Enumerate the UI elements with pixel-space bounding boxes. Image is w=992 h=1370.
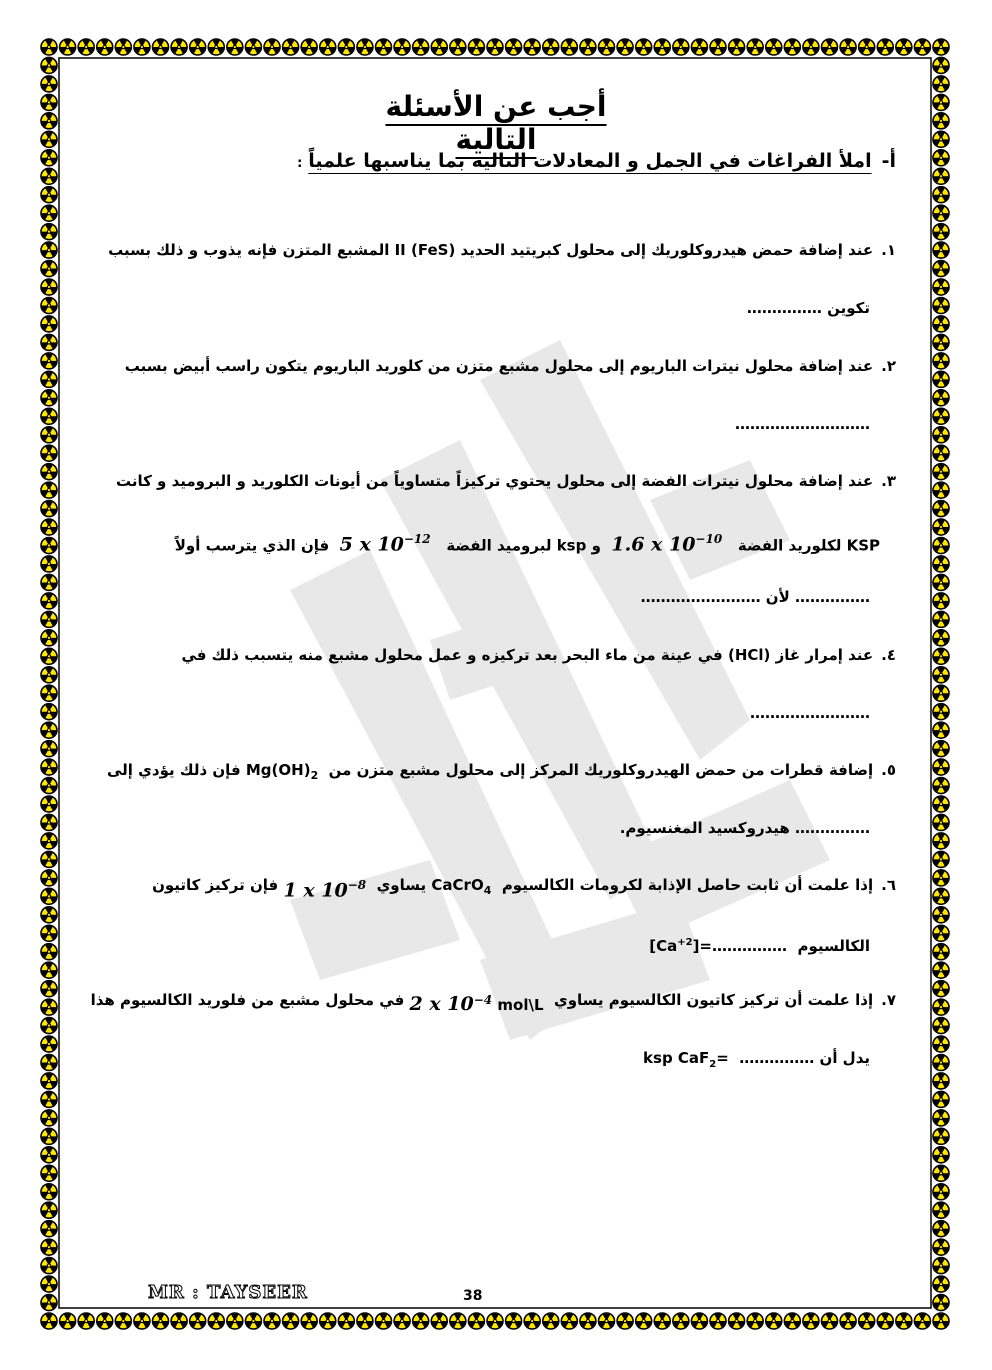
radiation-icon <box>357 39 374 55</box>
radiation-icon <box>412 1313 429 1329</box>
radiation-icon <box>840 39 857 55</box>
radiation-icon <box>115 1313 132 1329</box>
radiation-icon <box>41 408 58 424</box>
radiation-icon <box>41 187 58 203</box>
radiation-icon <box>41 630 58 646</box>
radiation-icon <box>598 39 615 55</box>
radiation-icon <box>933 611 950 627</box>
radiation-icon <box>933 1184 950 1200</box>
radiation-icon <box>598 1313 615 1329</box>
radiation-icon <box>78 39 95 55</box>
radiation-icon <box>431 39 448 55</box>
radiation-icon <box>933 667 950 683</box>
radiation-icon <box>41 464 58 480</box>
radiation-icon <box>933 297 950 313</box>
answer-blank: تكوين …………… <box>746 299 870 317</box>
teacher-signature: MR : TAYSEER <box>148 1282 308 1303</box>
radiation-icon <box>821 39 838 55</box>
ksp-value: 1 x $10^{-8}$ <box>283 878 367 902</box>
radiation-icon <box>41 667 58 683</box>
radiation-icon <box>933 519 950 535</box>
radiation-icon <box>41 1110 58 1126</box>
radiation-icon <box>96 1313 113 1329</box>
question-text: عند إضافة حمض هيدروكلوريك إلى محلول كبريتيد الحديد II (FeS) المشبع المتزن فإنه يذوب و ذلك بسبب <box>108 241 874 259</box>
concentration-expression: $[Ca^{+2}]=\dots\dots\dots\dots\dots$ <box>649 937 787 955</box>
radiation-icon <box>933 408 950 424</box>
radiation-icon <box>933 1110 950 1126</box>
answer-blank: ……………………… <box>735 415 870 433</box>
radiation-icon <box>375 1313 392 1329</box>
radiation-icon <box>96 39 113 55</box>
question-text: إضافة قطرات من حمض الهيدروكلوريك المركز إلى محلول مشبع متزن من <box>328 761 874 779</box>
radiation-icon <box>580 1313 597 1329</box>
radiation-icon <box>933 722 950 738</box>
radiation-icon <box>933 261 950 277</box>
radiation-icon <box>933 1128 950 1144</box>
radiation-icon <box>41 1073 58 1089</box>
ksp-value: 1.6 x $10^{-10}$ <box>611 532 723 556</box>
radiation-icon <box>933 1073 950 1089</box>
radiation-icon <box>654 39 671 55</box>
radiation-icon <box>41 519 58 535</box>
radiation-icon <box>728 1313 745 1329</box>
radiation-icon <box>41 611 58 627</box>
radiation-icon <box>933 556 950 572</box>
radiation-icon <box>245 1313 262 1329</box>
radiation-icon <box>41 778 58 794</box>
radiation-icon <box>78 1313 95 1329</box>
answer-blank <box>649 931 870 958</box>
radiation-icon <box>691 39 708 55</box>
radiation-icon <box>933 962 950 978</box>
text-fragment: فإن تركيز كاتيون <box>152 876 279 894</box>
radiation-icon <box>468 39 485 55</box>
radiation-icon <box>933 778 950 794</box>
radiation-icon <box>41 353 58 369</box>
question-3 <box>70 469 896 606</box>
text-fragment: الكالسيوم <box>797 937 870 955</box>
radiation-icon <box>821 1313 838 1329</box>
radiation-icon <box>357 1313 374 1329</box>
radiation-icon <box>524 1313 541 1329</box>
text-fragment: فإن الذي يترسب أولاً <box>174 536 330 555</box>
radiation-icon <box>338 39 355 55</box>
section-letter: أ- <box>881 150 896 172</box>
radiation-icon <box>933 1147 950 1163</box>
radiation-icon <box>41 261 58 277</box>
radiation-icon <box>933 593 950 609</box>
radiation-icon <box>59 1313 76 1329</box>
radiation-icon <box>561 1313 578 1329</box>
radiation-icon <box>41 1184 58 1200</box>
radiation-icon <box>171 1313 188 1329</box>
radiation-icon <box>933 1276 950 1292</box>
radiation-icon <box>41 722 58 738</box>
radiation-icon <box>301 1313 318 1329</box>
radiation-icon <box>41 1221 58 1237</box>
chemical-formula: $Mg(OH)_2$ <box>245 761 319 782</box>
radiation-icon <box>933 242 950 258</box>
radiation-icon <box>41 1295 58 1311</box>
radiation-icon <box>319 1313 336 1329</box>
question-number: ٧. <box>881 991 896 1009</box>
radiation-icon <box>933 704 950 720</box>
radiation-icon <box>933 870 950 886</box>
radiation-icon <box>41 833 58 849</box>
radiation-icon <box>840 1313 857 1329</box>
radiation-icon <box>933 907 950 923</box>
radiation-icon <box>487 39 504 55</box>
radiation-icon <box>41 704 58 720</box>
radiation-icon <box>933 741 950 757</box>
radiation-icon <box>41 1276 58 1292</box>
radiation-icon <box>41 57 58 73</box>
radiation-icon <box>41 445 58 461</box>
radiation-icon <box>673 39 690 55</box>
radiation-icon <box>933 445 950 461</box>
radiation-icon <box>41 334 58 350</box>
radiation-icon <box>933 648 950 664</box>
radiation-icon <box>933 685 950 701</box>
radiation-icon <box>765 1313 782 1329</box>
radiation-icon <box>933 427 950 443</box>
radiation-icon <box>134 39 151 55</box>
question-5 <box>70 758 896 837</box>
radiation-icon <box>394 39 411 55</box>
radiation-icon <box>877 1313 894 1329</box>
radiation-icon <box>41 1036 58 1052</box>
text-fragment: يدل أن …………… <box>739 1049 870 1067</box>
text-fragment: يساوي <box>376 876 427 894</box>
question-text: إذا علمت أن تركيز كاتيون الكالسيوم يساوي <box>553 991 874 1009</box>
radiation-icon <box>41 1147 58 1163</box>
radiation-icon <box>152 39 169 55</box>
radiation-icon <box>896 39 913 55</box>
radiation-icon <box>728 39 745 55</box>
radiation-icon <box>933 57 950 73</box>
radiation-icon <box>710 39 727 55</box>
radiation-icon <box>41 925 58 941</box>
radiation-icon <box>747 1313 764 1329</box>
radiation-icon <box>617 39 634 55</box>
worksheet-page <box>70 80 896 1290</box>
radiation-icon <box>933 1295 950 1311</box>
radiation-icon <box>394 1313 411 1329</box>
radiation-icon <box>264 1313 281 1329</box>
radiation-icon <box>654 1313 671 1329</box>
radiation-icon <box>933 482 950 498</box>
radiation-icon <box>41 316 58 332</box>
radiation-icon <box>41 1202 58 1218</box>
radiation-icon <box>41 814 58 830</box>
radiation-icon <box>450 1313 467 1329</box>
text-fragment: و ksp لبروميد الفضة <box>446 536 601 555</box>
radiation-icon <box>747 39 764 55</box>
radiation-icon <box>710 1313 727 1329</box>
question-text: عند إضافة محلول نيترات الفضة إلى محلول يحتوي تركيزاً متساوياً من أيونات الكلوريد و البروميد و كانت <box>115 472 874 490</box>
radiation-icon <box>561 39 578 55</box>
question-6 <box>70 873 896 955</box>
page-title: أجب عن الأسئلة التالية <box>385 90 607 156</box>
radiation-icon <box>933 168 950 184</box>
page-number: 38 <box>463 1288 483 1304</box>
radiation-icon <box>338 1313 355 1329</box>
radiation-icon <box>41 94 58 110</box>
radiation-icon <box>41 1239 58 1255</box>
question-1 <box>70 238 896 317</box>
radiation-icon <box>41 1091 58 1107</box>
radiation-icon <box>227 39 244 55</box>
radiation-icon <box>933 464 950 480</box>
radiation-icon <box>933 1221 950 1237</box>
radiation-icon <box>41 593 58 609</box>
section-instruction: املأ الفراغات في الجمل و المعادلات التالية بما يناسبها علمياً <box>308 150 872 172</box>
radiation-icon <box>933 1091 950 1107</box>
radiation-icon <box>189 1313 206 1329</box>
radiation-icon <box>450 39 467 55</box>
radiation-icon <box>933 224 950 240</box>
radiation-icon <box>933 999 950 1015</box>
radiation-icon <box>41 944 58 960</box>
radiation-icon <box>933 1055 950 1071</box>
radiation-icon <box>41 501 58 517</box>
radiation-icon <box>933 334 950 350</box>
radiation-icon <box>41 556 58 572</box>
radiation-icon <box>41 888 58 904</box>
radiation-icon <box>41 648 58 664</box>
radiation-icon <box>933 888 950 904</box>
question-text: عند إمرار غاز (HCl) في عينة من ماء البحر بعد تركيزه و عمل محلول مشبع منه يتسبب ذلك في <box>181 646 874 664</box>
radiation-icon <box>933 1239 950 1255</box>
radiation-icon <box>933 1202 950 1218</box>
radiation-icon <box>933 76 950 92</box>
radiation-icon <box>933 131 950 147</box>
radiation-icon <box>933 759 950 775</box>
radiation-icon <box>41 390 58 406</box>
radiation-icon <box>208 39 225 55</box>
radiation-icon <box>933 574 950 590</box>
radiation-icon <box>933 925 950 941</box>
radiation-icon <box>282 1313 299 1329</box>
radiation-icon <box>41 759 58 775</box>
radiation-icon <box>189 39 206 55</box>
question-number: ٤. <box>881 646 896 664</box>
question-number: ٦. <box>881 876 896 894</box>
radiation-icon <box>41 205 58 221</box>
radiation-icon <box>933 316 950 332</box>
radiation-icon <box>933 833 950 849</box>
radiation-icon <box>933 1313 950 1329</box>
radiation-icon <box>542 39 559 55</box>
radiation-icon <box>784 39 801 55</box>
radiation-icon <box>41 538 58 554</box>
radiation-icon <box>933 501 950 517</box>
radiation-icon <box>134 1313 151 1329</box>
radiation-icon <box>933 796 950 812</box>
radiation-icon <box>227 1313 244 1329</box>
radiation-icon <box>933 94 950 110</box>
radiation-icon <box>765 39 782 55</box>
radiation-icon <box>41 279 58 295</box>
radiation-icon <box>635 1313 652 1329</box>
radiation-icon <box>41 851 58 867</box>
radiation-icon <box>41 962 58 978</box>
radiation-icon <box>933 205 950 221</box>
question-2 <box>70 354 896 433</box>
question-number: ٢. <box>881 357 896 375</box>
radiation-icon <box>319 39 336 55</box>
radiation-icon <box>41 981 58 997</box>
question-number: ١. <box>881 241 896 259</box>
radiation-icon <box>41 76 58 92</box>
radiation-icon <box>933 1036 950 1052</box>
radiation-icon <box>933 1165 950 1181</box>
radiation-icon <box>691 1313 708 1329</box>
radiation-icon <box>933 279 950 295</box>
radiation-icon <box>468 1313 485 1329</box>
question-text-continued <box>175 527 880 557</box>
radiation-icon <box>933 371 950 387</box>
ksp-expression: ksp CaF$_2$= <box>643 1049 729 1070</box>
radiation-icon <box>41 39 58 55</box>
radiation-icon <box>41 574 58 590</box>
section-heading <box>297 150 896 172</box>
radiation-icon <box>41 741 58 757</box>
question-4 <box>70 643 896 722</box>
question-number: ٥. <box>881 761 896 779</box>
radiation-icon <box>41 999 58 1015</box>
radiation-icon <box>431 1313 448 1329</box>
radiation-icon <box>41 371 58 387</box>
radiation-icon <box>41 1055 58 1071</box>
radiation-icon <box>858 39 875 55</box>
question-text: إذا علمت أن ثابت حاصل الإذابة لكرومات الكالسيوم <box>501 876 874 894</box>
radiation-icon <box>41 1313 58 1329</box>
radiation-icon <box>933 150 950 166</box>
answer-blank: …………………… <box>750 704 870 722</box>
text-fragment: KSP لكلوريد الفضة <box>737 536 880 555</box>
radiation-icon <box>41 907 58 923</box>
radiation-icon <box>580 39 597 55</box>
question-number: ٣. <box>881 472 896 490</box>
radiation-icon <box>41 685 58 701</box>
radiation-icon <box>41 1165 58 1181</box>
radiation-icon <box>41 224 58 240</box>
radiation-icon <box>41 168 58 184</box>
answer-blank <box>643 1046 870 1077</box>
radiation-icon <box>617 1313 634 1329</box>
radiation-icon <box>41 113 58 129</box>
radiation-icon <box>59 39 76 55</box>
radiation-icon <box>933 851 950 867</box>
radiation-icon <box>673 1313 690 1329</box>
radiation-icon <box>784 1313 801 1329</box>
radiation-icon <box>301 39 318 55</box>
radiation-icon <box>803 39 820 55</box>
radiation-icon <box>41 482 58 498</box>
concentration-value: 2 x $10^{-4}$ mol\L <box>409 993 544 1015</box>
radiation-icon <box>933 39 950 55</box>
radiation-icon <box>933 630 950 646</box>
radiation-icon <box>41 150 58 166</box>
radiation-icon <box>41 1128 58 1144</box>
radiation-icon <box>41 131 58 147</box>
radiation-icon <box>41 1258 58 1274</box>
radiation-icon <box>933 814 950 830</box>
radiation-icon <box>933 1018 950 1034</box>
radiation-icon <box>152 1313 169 1329</box>
radiation-icon <box>877 39 894 55</box>
radiation-icon <box>933 944 950 960</box>
radiation-icon <box>524 39 541 55</box>
radiation-icon <box>41 870 58 886</box>
radiation-icon <box>208 1313 225 1329</box>
answer-blank: …………… هيدروكسيد المغنسيوم. <box>619 819 870 837</box>
radiation-icon <box>803 1313 820 1329</box>
radiation-icon <box>933 538 950 554</box>
question-7 <box>70 988 896 1070</box>
radiation-icon <box>245 39 262 55</box>
radiation-icon <box>412 39 429 55</box>
text-fragment: في محلول مشبع من فلوريد الكالسيوم هذا <box>90 991 405 1009</box>
radiation-icon <box>933 981 950 997</box>
radiation-icon <box>505 1313 522 1329</box>
ksp-value: 5 x $10^{-12}$ <box>339 532 431 556</box>
radiation-icon <box>933 113 950 129</box>
radiation-icon <box>41 297 58 313</box>
radiation-icon <box>487 1313 504 1329</box>
radiation-icon <box>505 39 522 55</box>
radiation-icon <box>542 1313 559 1329</box>
radiation-icon <box>858 1313 875 1329</box>
radiation-icon <box>896 1313 913 1329</box>
answer-blank: …………… لأن …………………… <box>640 588 870 606</box>
radiation-icon <box>41 796 58 812</box>
radiation-icon <box>933 1258 950 1274</box>
radiation-icon <box>282 39 299 55</box>
radiation-icon <box>41 427 58 443</box>
radiation-icon <box>933 187 950 203</box>
section-colon: : <box>297 156 303 171</box>
radiation-icon <box>41 242 58 258</box>
radiation-icon <box>264 39 281 55</box>
text-fragment: فإن ذلك يؤدي إلى <box>106 761 241 779</box>
question-text: عند إضافة محلول نيترات الباريوم إلى محلول مشبع متزن من كلوريد الباريوم يتكون راسب أبيض بسبب <box>124 357 874 375</box>
radiation-icon <box>933 390 950 406</box>
radiation-icon <box>914 39 931 55</box>
radiation-icon <box>171 39 188 55</box>
radiation-icon <box>635 39 652 55</box>
chemical-formula: CaCrO$_4$ <box>431 876 492 897</box>
radiation-icon <box>933 353 950 369</box>
radiation-icon <box>375 39 392 55</box>
radiation-icon <box>914 1313 931 1329</box>
radiation-icon <box>115 39 132 55</box>
radiation-icon <box>41 1018 58 1034</box>
